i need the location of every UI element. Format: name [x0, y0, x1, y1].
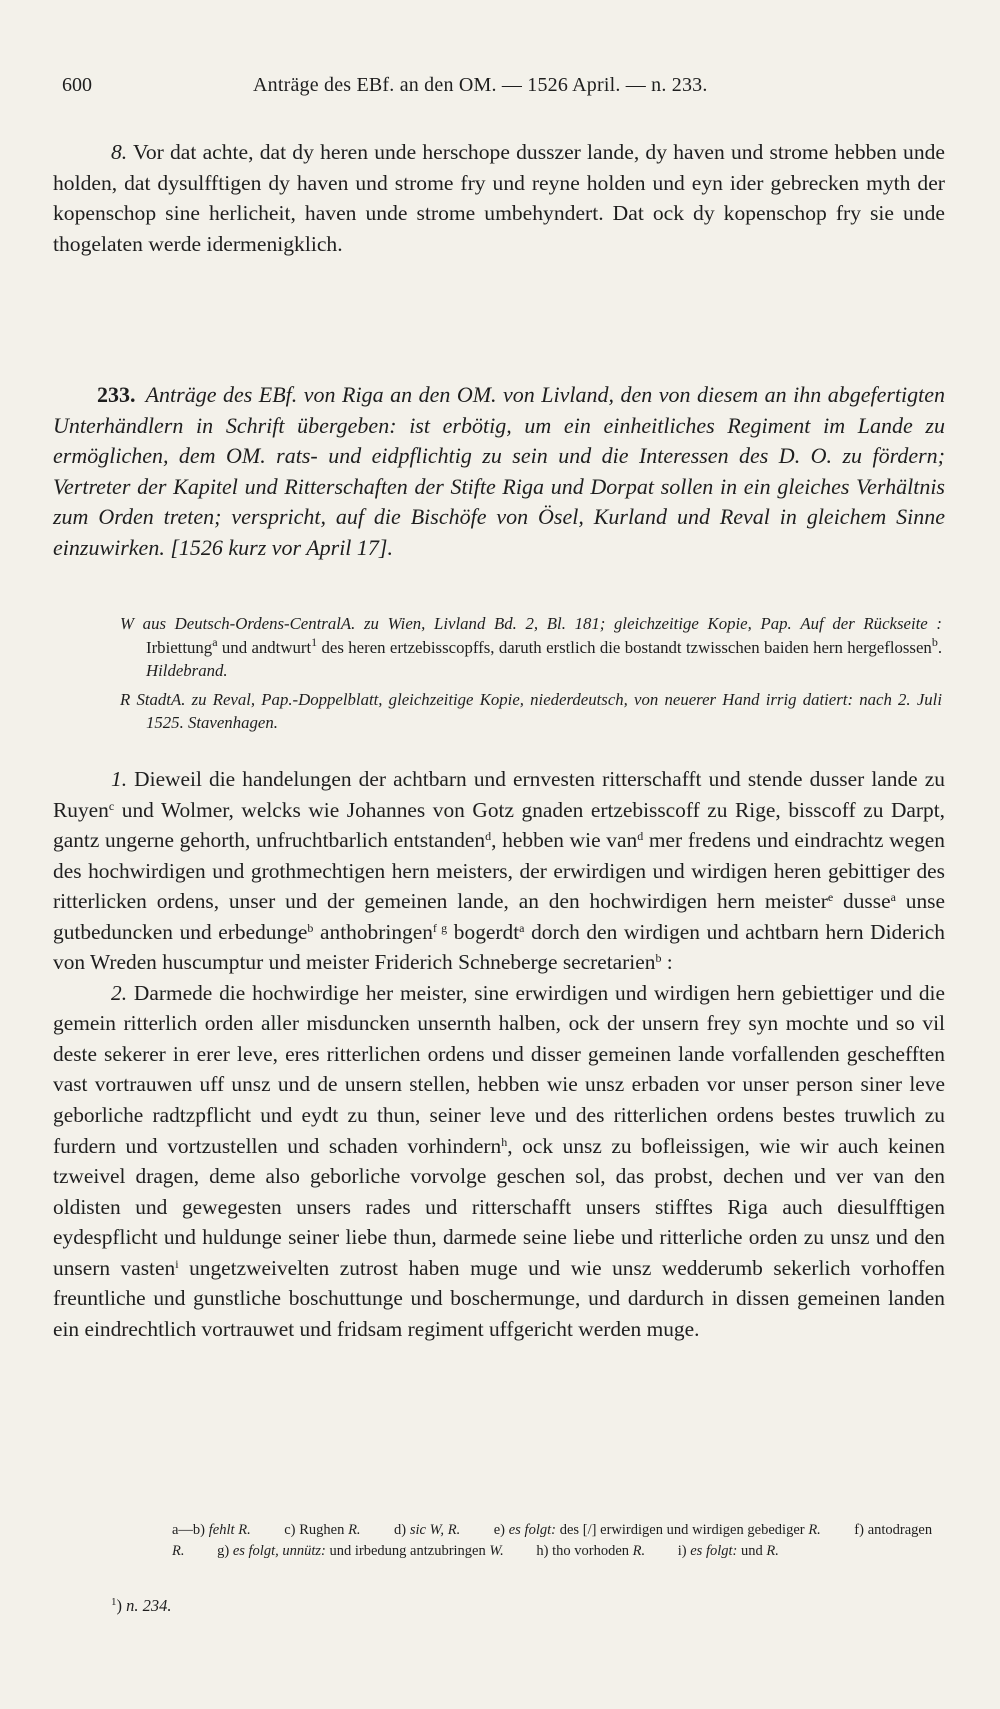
note-marker: a — [519, 920, 525, 935]
text: : — [666, 950, 673, 975]
note-label: e) — [493, 1522, 506, 1538]
source-text: Auf der Rückseite : — [800, 614, 942, 633]
note-marker: b — [931, 634, 938, 649]
note-text: sic W, R. — [409, 1522, 461, 1538]
source-quote: und andtwurt — [221, 637, 312, 657]
running-header — [62, 74, 938, 104]
source-w — [120, 612, 942, 683]
document-number: 233. — [97, 382, 136, 407]
textual-notes — [172, 1520, 932, 1562]
source-siglum: R — [120, 689, 131, 709]
text: ungetzweivelten zutrost haben muge und wie unsz wedderumb sekerlich vorhoffen freuntliche und gunstliche boschuttunge und boschermunge, und dardurch in dissen gemeinen landen ein eindrechtlich vortrauwet und fridsam regiment uffgericht werden muge. — [53, 1255, 945, 1341]
text: und Wolmer, welcks wie Johannes von Gotz gnaden ertzebisscoff zu Rige, bisscoff zu Darpt, gantz ungerne gehorth, unfruchtbarlich entstanden — [53, 797, 945, 853]
note-siglum: R. — [348, 1522, 361, 1538]
note-siglum: R. — [632, 1543, 646, 1559]
text: unse gutbeduncken und erbedunge — [53, 889, 945, 944]
note-text: des [/] erwirdigen und wirdigen gebediger — [559, 1522, 805, 1538]
section-text: Vor dat achte, dat dy heren unde herschope dusszer lande, dy haven und strome hebben unde holden, dat dysulfftigen dy haven und strome fry und reyne holden und eyn ider gebrecken myth der kopenschop sine herlicheit, haven unde strome umbehyndert. Dat ock dy kopenschop fry sie unde thogelaten werde idermenigklich. — [53, 140, 946, 257]
note-siglum: W. — [489, 1543, 504, 1559]
previous-document-section — [53, 137, 945, 260]
text: , ock unsz zu bofleissigen, wie wir auch keinen tzweivel dragen, deme also geborliche vorvolge geschen sol, das probst, dechen und ver van den oldisten und gewegesten unsers rades und ritterschafft unsers stifftes Riga auch diesulfftigen eydespflicht und huldunge seiner liebe thun, darmede seine liebe und ritterliche orden zu unsz und den unsern vasten — [53, 1133, 945, 1280]
note-marker: d — [637, 829, 644, 844]
note-label: i) — [677, 1543, 687, 1559]
note-text: es folgt: — [690, 1543, 738, 1559]
section-number: 8. — [111, 140, 128, 164]
note-label: a—b) — [172, 1522, 206, 1538]
footnote-marker: 1 — [311, 634, 318, 649]
source-punctuation: . — [937, 637, 943, 657]
text: mer fredens und eindrachtz wegen des hochwirdigen und grothmechtigen hern meisters, der erwirdigen und wirdigen heren gebittiger des ritterlicken ordens, unser und der gemeinen lande, an den hochwirdigen hern meister — [53, 828, 945, 914]
note-text: fehlt R. — [208, 1522, 251, 1538]
note-marker: b — [655, 951, 662, 966]
footnote-text: n. 234. — [126, 1596, 172, 1615]
footnote-number: 1 — [111, 1596, 117, 1608]
document-heading — [53, 380, 945, 564]
note-text: Rughen — [299, 1522, 345, 1538]
text: anthobringen — [320, 919, 433, 944]
source-siglum: W — [120, 614, 134, 633]
editor-name: Stavenhagen. — [187, 713, 278, 732]
note-text: tho vorhoden — [552, 1543, 630, 1559]
document-body — [53, 764, 945, 1344]
footnote-paren: ) — [116, 1596, 122, 1615]
paragraph-1 — [53, 764, 945, 978]
text: , hebben wie van — [491, 828, 638, 853]
note-siglum: R. — [766, 1543, 779, 1559]
note-marker: e — [827, 890, 834, 905]
note-label: g) — [217, 1543, 230, 1559]
note-text: antodragen — [867, 1522, 933, 1538]
source-quote: des heren ertzebisscopffs, daruth erstlich die bostandt tzwisschen baiden hern hergeflossen — [321, 637, 932, 657]
text: dorch den wirdigen und achtbarn hern Diderich von Wreden huscumptur und meister Friderich Schneberge secretarien — [53, 919, 945, 975]
section-8 — [53, 137, 945, 260]
note-text: es folgt, unnütz: — [232, 1543, 326, 1559]
source-apparatus — [120, 612, 942, 740]
source-r — [120, 688, 942, 735]
paragraph-2 — [53, 978, 945, 1345]
text: dusse — [843, 889, 891, 914]
note-text: und — [740, 1543, 763, 1559]
running-title: Anträge des EBf. an den OM. — 1526 April. — n. 233. — [253, 74, 708, 96]
paragraph-number: 2. — [111, 980, 128, 1005]
source-quote: Irbiettung — [146, 637, 213, 657]
note-marker: c — [108, 798, 115, 813]
text: Darmede die hochwirdige her meister, sine erwirdigen und wirdigen hern gebiettiger und die gemein ritterlich orden aller misduncken unsernth halben, ock der unsern frey syn mochte und so vil deste sekerer in erer leve, eres ritterlichen ordens und disser gemeinen lande vorfallenden geschefften vast vortrauwen uff unsz und de unsern stellen, hebben wie unsz erbaden vor unser person siner leve geborliche radtzpflicht und eydt zu thun, seiner leve und des ritterlichen ordens bestes truwlich zu furdern und vortzustellen und schaden vorhindern — [53, 980, 945, 1158]
note-marker: a — [212, 634, 218, 649]
note-text: es folgt: — [508, 1522, 556, 1538]
paragraph-number: 1. — [111, 767, 128, 791]
note-marker: b — [307, 920, 314, 935]
note-label: d) — [394, 1522, 407, 1538]
note-marker: h — [501, 1134, 508, 1149]
text: bogerdt — [453, 919, 520, 944]
source-text: StadtA. zu Reval, Pap.-Doppelblatt, gleichzeitige Kopie, niederdeutsch, von neuerer Hand irrig datiert: nach 2. Juli 1525. — [136, 689, 942, 732]
note-marker: d — [485, 829, 492, 844]
note-marker: i — [175, 1256, 179, 1271]
text: Dieweil die handelungen der achtbarn und ernvesten ritterschafft und stende dusser lande zu Ruyen — [53, 767, 945, 822]
editor-name: Hildebrand. — [146, 661, 228, 680]
note-text: und irbedung antzubringen — [329, 1543, 486, 1559]
note-label: h) — [536, 1543, 549, 1559]
note-marker: f g — [432, 920, 448, 935]
note-siglum: R. — [808, 1522, 821, 1538]
source-text: aus Deutsch-Ordens-CentralA. zu Wien, Livland Bd. 2, Bl. 181; gleichzeitige Kopie, Pap. — [142, 614, 792, 633]
note-label: c) — [284, 1522, 296, 1538]
document-summary: Anträge des EBf. von Riga an den OM. von Livland, den von diesem an ihn abgefertigten Unterhändlern in Schrift übergeben: ist erbötig, um ein einheitliches Regiment im Lande zu ermöglichen, dem OM. rats- und eidpflichtig zu sein und die Interessen des D. O. zu fördern; Vertreter der Kapitel und Ritterschaften der Stifte Riga und Dorpat sollen in ein gleiches Verhältnis zum Orden treten; verspricht, auf die Bischöfe von Ösel, Kurland und Reval in gleichem Sinne einzuwirken. [1526 kurz vor April 17]. — [53, 382, 946, 560]
note-marker: a — [890, 890, 896, 905]
note-label: f) — [854, 1522, 864, 1538]
footnote — [111, 1596, 172, 1616]
note-siglum: R. — [172, 1543, 185, 1559]
page-number: 600 — [62, 74, 92, 96]
